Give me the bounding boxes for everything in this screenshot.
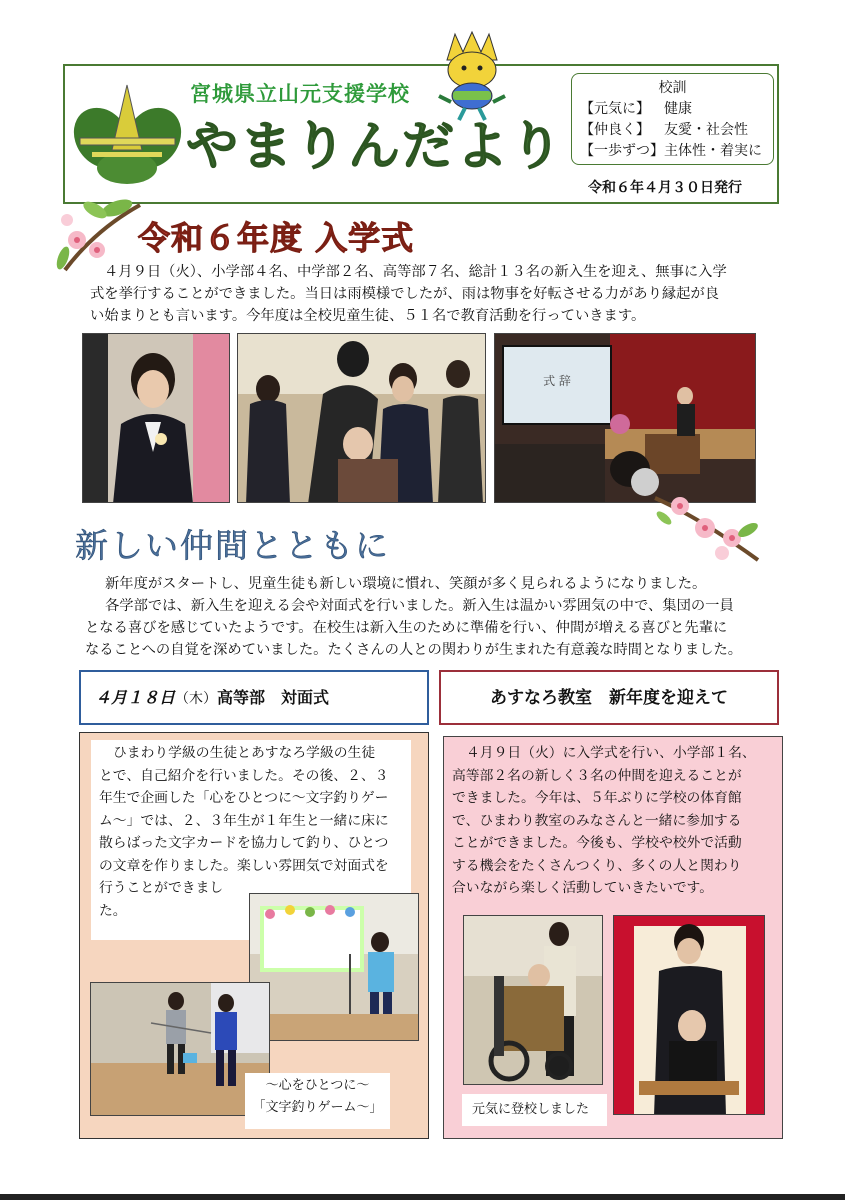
paragraph-line: ことができました。今後も、学校や校外で活動 <box>452 835 742 851</box>
school-name: 宮城県立山元支援学校 <box>190 82 410 106</box>
photo-caption <box>245 1073 390 1129</box>
paragraph-line: なることへの自覚を深めていました。たくさんの人との関わりが生まれた有意義な時間となりました。 <box>85 642 743 658</box>
paragraph-line: 式を挙行することができました。当日は雨模様でしたが、雨は物事を好転させる力があり縁起が良 <box>90 286 720 302</box>
motto-key: 【仲良く】 <box>580 122 650 138</box>
footer-rule <box>0 1194 845 1200</box>
article-day: （木） <box>175 691 218 707</box>
paragraph-line: となる喜びを感じていたようです。在校生は新入生のために準備を行い、仲間が増える喜びと先輩に <box>85 620 728 636</box>
photo-wheelchair-student <box>463 915 603 1085</box>
right-article-text <box>452 742 777 900</box>
section-heading: 新しい仲間とともに <box>75 526 390 565</box>
paragraph-line: で、ひまわり教室のみなさんと一緒に参加する <box>452 812 742 829</box>
paragraph-line: 高等部２名の新しく３名の仲間を迎えることが <box>452 767 742 784</box>
photo-fishing-game <box>90 982 270 1116</box>
paragraph-line: い始まりとも言います。今年度は全校児童生徒、５１名で教育活動を行っていきます。 <box>90 308 646 324</box>
paragraph-line: 合いながら楽しく活動していきたいです。 <box>452 880 714 896</box>
motto-key: 【元気に】 <box>580 101 650 117</box>
newsletter-title: やまりんだより <box>186 117 565 177</box>
motto-row <box>580 121 748 140</box>
paragraph-line: ひまわり学級の生徒とあすなろ学級の生徒 <box>113 745 376 761</box>
photo-ceremony-seats <box>237 333 486 503</box>
caption-line: 「文字釣りゲーム～」 <box>252 1100 383 1115</box>
paragraph-line: 新年度がスタートし、児童生徒も新しい環境に慣れ、笑顔が多く見られるようになりました。 <box>105 576 707 592</box>
paragraph-line: できました。今年は、５年ぶりに学校の体育館 <box>452 790 742 806</box>
article-title: あすなろ教室 新年度を迎えて <box>439 670 779 725</box>
cherry-blossom-icon <box>650 488 762 568</box>
paragraph-line: する機会をたくさんつくり、多くの人と関わり <box>452 857 742 874</box>
photo-teacher-and-student <box>613 915 765 1115</box>
section-paragraph <box>90 261 790 327</box>
caption-line: ～心をひとつに～ <box>265 1078 370 1093</box>
paragraph-line: の文章を作りました。楽しい雰囲気で対面式を <box>99 857 389 874</box>
paragraph-line: 各学部では、新入生を迎える会や対面式を行いました。新入生は温かい雰囲気の中で、集団の一員 <box>105 598 734 614</box>
paragraph-line: とで、自己紹介を行いました。その後、２、３ <box>99 767 389 784</box>
photo-caption: 元気に登校しました <box>462 1094 607 1126</box>
school-motto-box <box>571 73 774 165</box>
motto-row <box>580 142 762 161</box>
paragraph-line: 散らばった文字カードを協力して釣り、ひとつ <box>99 835 389 851</box>
paragraph-line: ４月９日（火）に入学式を行い、小学部１名、 <box>466 745 756 761</box>
paragraph-line: ４月９日（火）、小学部４名、中学部２名、高等部７名、総計１３名の新入生を迎え、無事に入学 <box>104 264 727 280</box>
article-title <box>79 670 429 725</box>
motto-value: 健康 <box>664 101 692 117</box>
article-title-rest: 高等部 対面式 <box>217 688 330 707</box>
paragraph-line: ム～」では、２、３年生が１年生と一緒に床に <box>99 812 389 829</box>
article-date: ４月１８日 <box>95 688 176 707</box>
mascot-icon <box>437 30 507 122</box>
section-paragraph <box>85 573 785 661</box>
issue-date: 令和６年４月３０日発行 <box>588 180 742 196</box>
paragraph-line: 年生で企画した「心をひとつに～文字釣りゲー <box>99 790 389 806</box>
motto-value: 主体性・着実に <box>664 143 762 159</box>
screen-text: 式 辞 <box>543 374 571 388</box>
school-logo-icon <box>70 80 185 190</box>
paragraph-line: た。 <box>99 902 127 919</box>
section-heading: 令和６年度 入学式 <box>138 219 415 257</box>
motto-value: 友愛・社会性 <box>664 122 748 138</box>
photo-principal-speech <box>494 333 756 503</box>
photo-word-board <box>249 893 419 1041</box>
motto-row <box>580 100 692 119</box>
photo-new-student <box>82 333 230 503</box>
motto-title: 校訓 <box>658 80 687 96</box>
motto-key: 【一歩ずつ】 <box>580 143 664 159</box>
paragraph-line: 行うことができまし <box>99 880 224 896</box>
